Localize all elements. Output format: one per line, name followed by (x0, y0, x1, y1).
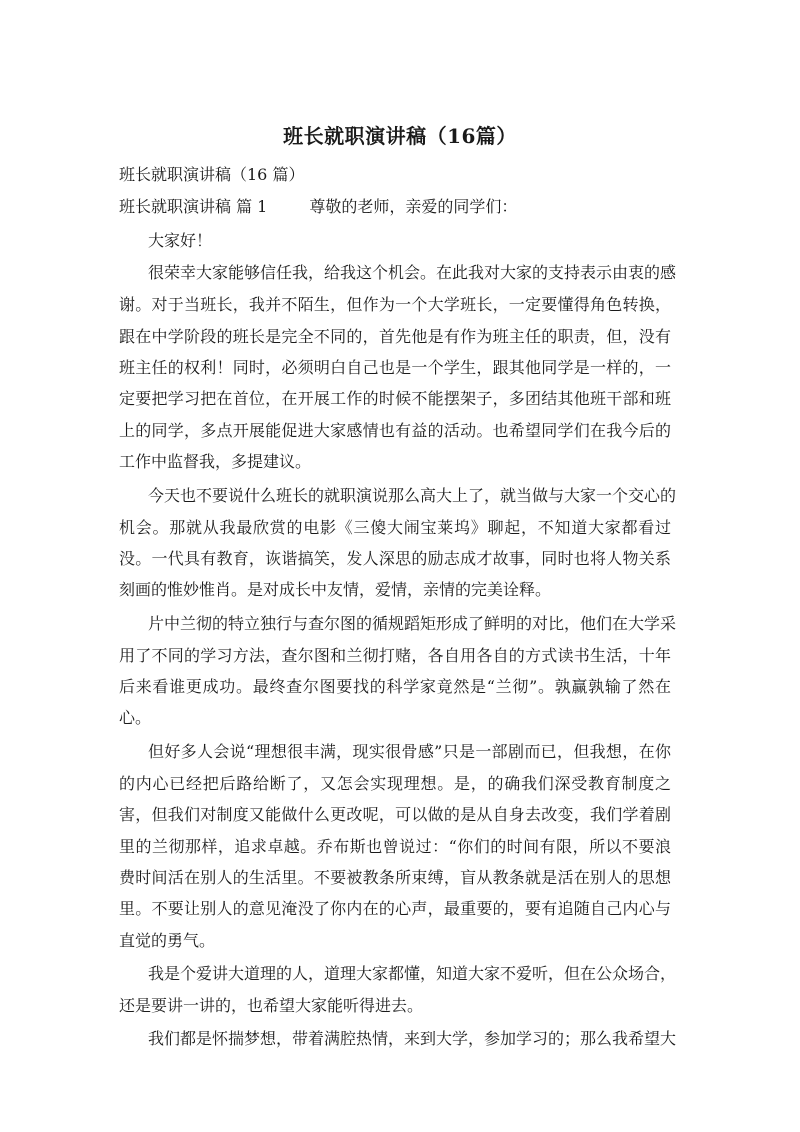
body-line: 没。一代具有教育，诙谐搞笑，发人深思的励志成才故事，同时也将人物关系 (119, 549, 671, 568)
body-line: 直觉的勇气。 (119, 931, 216, 950)
body-line: 的内心已经把后路给断了，又怎会实现理想。是，的确我们深受教育制度之 (119, 774, 671, 793)
body-line: 害，但我们对制度又能做什么更改呢，可以做的是从自身去改变，我们学着剧 (119, 805, 671, 824)
body-line: 里。不要让别人的意见淹没了你内在的心声，最重要的，要有追随自己内心与 (119, 899, 671, 918)
body-line: 今天也不要说什么班长的就职演说那么高大上了，就当做与大家一个交心的 (148, 486, 677, 505)
body-line: 心。 (119, 708, 152, 727)
body-line: 费时间活在别人的生活里。不要被教条所束缚，盲从教条就是活在别人的思想 (119, 868, 671, 887)
body-line: 大家好！ (148, 231, 213, 250)
salutation: 尊敬的老师，亲爱的同学们： (309, 197, 518, 216)
body-line: 跟在中学阶段的班长是完全不同的，首先他是有作为班主任的职责，但，没有 (119, 327, 671, 346)
body-line: 我们都是怀揣梦想，带着满腔热情，来到大学，参加学习的；那么我希望大 (148, 1029, 677, 1048)
document-subtitle: 班长就职演讲稿（16 篇） (119, 165, 305, 184)
body-line: 谢。对于当班长，我并不陌生，但作为一个大学班长，一定要懂得角色转换， (119, 295, 671, 314)
body-line: 工作中监督我，多提建议。 (119, 452, 312, 471)
section-label: 班长就职演讲稿 篇 1 (119, 197, 268, 216)
body-line: 刻画的惟妙惟肖。是对成长中友情，爱情，亲情的完美诠释。 (119, 580, 552, 599)
body-line: 用了不同的学习方法，查尔图和兰彻打赌，各自用各自的方式读书生活，十年 (119, 646, 671, 665)
section-heading (119, 197, 517, 217)
body-line: 我是个爱讲大道理的人，道理大家都懂，知道大家不爱听，但在公众场合， (148, 964, 677, 983)
body-line: 机会。那就从我最欣赏的电影《三傻大闹宝莱坞》聊起，不知道大家都看过 (119, 518, 671, 537)
document-title: 班长就职演讲稿（16篇） (283, 124, 517, 148)
body-line: 里的兰彻那样，追求卓越。乔布斯也曾说过：“你们的时间有限，所以不要浪 (119, 837, 671, 856)
body-line: 定要把学习把在首位，在开展工作的时候不能摆架子，多团结其他班干部和班 (119, 389, 671, 408)
body-line: 上的同学，多点开展能促进大家感情也有益的活动。也希望同学们在我今后的 (119, 421, 671, 440)
body-line: 还是要讲一讲的，也希望大家能听得进去。 (119, 996, 424, 1015)
body-line: 片中兰彻的特立独行与查尔图的循规蹈矩形成了鲜明的对比，他们在大学采 (148, 614, 677, 633)
body-line: 很荣幸大家能够信任我，给我这个机会。在此我对大家的支持表示由衷的感 (148, 263, 677, 282)
body-line: 但好多人会说“理想很丰满，现实很骨感”只是一部剧而已，但我想，在你 (148, 742, 671, 761)
body-line: 班主任的权利！同时，必须明白自己也是一个学生，跟其他同学是一样的，一 (119, 358, 671, 377)
body-line: 后来看谁更成功。最终查尔图要找的科学家竟然是“兰彻”。孰赢孰输了然在 (119, 677, 671, 696)
